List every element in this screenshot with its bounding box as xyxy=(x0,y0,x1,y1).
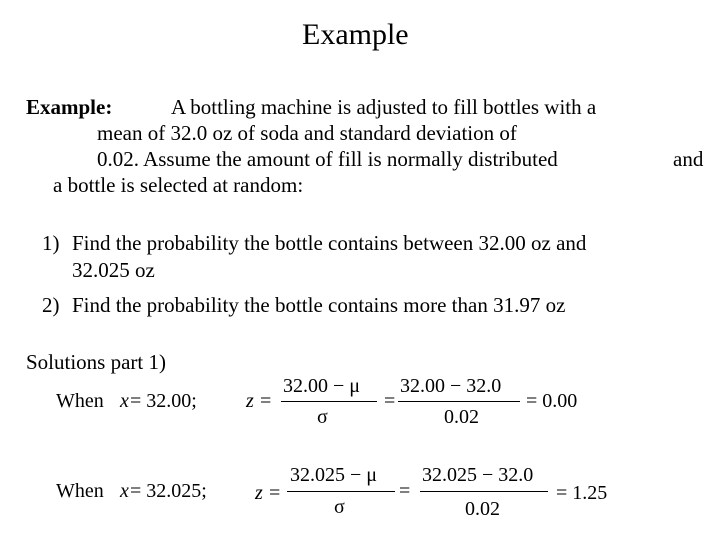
solutions-heading: Solutions part 1) xyxy=(26,350,166,374)
eq1-denominator-2: 0.02 xyxy=(444,406,479,428)
eq1-equals: = xyxy=(384,390,396,412)
eq2-denominator-1: σ xyxy=(334,496,345,518)
eq1-denominator-1: σ xyxy=(317,406,328,428)
problem-line-3: 0.02. Assume the amount of fill is normally distributed xyxy=(97,147,558,171)
eq2-numerator-1: 32.025 − μ xyxy=(290,464,378,486)
eq1-x-value: = 32.00; xyxy=(130,390,197,412)
question-2-text: Find the probability the bottle contains more than 31.97 oz xyxy=(72,293,566,317)
eq2-denominator-2: 0.02 xyxy=(465,498,500,520)
question-1-line-2: 32.025 oz xyxy=(72,258,155,282)
problem-line-1: A bottling machine is adjusted to fill bottles with a xyxy=(171,95,597,119)
question-2-number: 2) xyxy=(42,293,60,317)
eq2-equals: = xyxy=(399,480,411,502)
eq2-result: = 1.25 xyxy=(556,482,608,504)
problem-line-4: a bottle is selected at random: xyxy=(53,173,304,197)
eq1-fraction-bar-2 xyxy=(398,401,520,402)
question-1-line-1: Find the probability the bottle contains between 32.00 oz and xyxy=(72,231,587,255)
problem-line-2: mean of 32.0 oz of soda and standard deviation of xyxy=(97,121,517,145)
eq2-var-x: x xyxy=(120,480,129,502)
eq1-result: = 0.00 xyxy=(526,390,578,412)
eq2-x-value: = 32.025; xyxy=(130,480,207,502)
eq2-when: When xyxy=(56,480,104,502)
question-1-number: 1) xyxy=(42,231,60,255)
eq1-var-x: x xyxy=(120,390,129,412)
example-label: Example: xyxy=(26,95,113,119)
problem-line-3-tail: and xyxy=(673,147,704,171)
eq1-fraction-bar-1 xyxy=(281,401,377,402)
eq1-z-lhs: z = xyxy=(246,390,273,412)
eq1-numerator-1: 32.00 − μ xyxy=(283,375,361,397)
slide-title: Example xyxy=(302,18,409,51)
eq2-numerator-2: 32.025 − 32.0 xyxy=(422,464,534,486)
eq2-fraction-bar-2 xyxy=(420,491,548,492)
eq1-numerator-2: 32.00 − 32.0 xyxy=(400,375,502,397)
eq1-when: When xyxy=(56,390,104,412)
eq2-fraction-bar-1 xyxy=(287,491,395,492)
eq2-z-lhs: z = xyxy=(255,482,282,504)
